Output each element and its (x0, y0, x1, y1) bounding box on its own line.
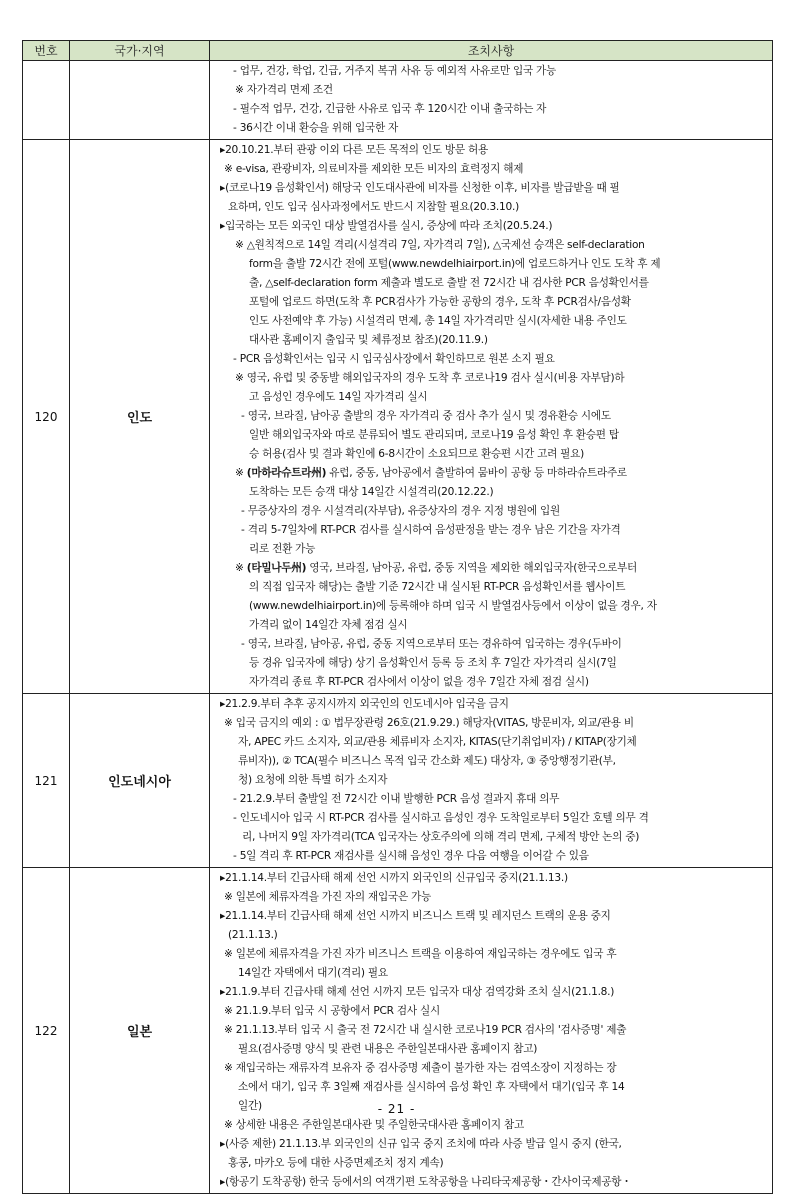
measure-line: - 업무, 건강, 학업, 긴급, 거주지 복귀 사유 등 예외적 사유로만 입국 가능 (233, 65, 557, 77)
row-number: 121 (23, 694, 70, 868)
measure-line: ▸21.1.14.부터 긴급사태 해제 선언 시까지 비즈니스 트랙 및 레지던스 트랙의 운용 중지 (220, 910, 611, 922)
measures-cell (210, 61, 773, 140)
header-country: 국가·지역 (70, 41, 210, 61)
measure-line: ※ 영국, 유럽 및 중동발 해외입국자의 경우 도착 후 코로나19 검사 실시(비용 자부담)하 (235, 372, 625, 384)
measure-line: 자가격리 종료 후 RT-PCR 검사에서 이상이 없을 경우 7일간 자체 점검 실시) (249, 676, 589, 688)
measure-line: - 격리 5-7일차에 RT-PCR 검사를 실시하여 음성판정을 받는 경우 남은 기간을 자가격 (241, 524, 621, 536)
measure-line: (21.1.13.) (228, 929, 278, 941)
measure-text: 영국, 브라질, 남아공, 유럽, 중동 지역을 제외한 해외입국자(한국으로부터 (306, 562, 638, 574)
measure-line: ▸21.1.14.부터 긴급사태 해제 선언 시까지 외국인의 신규입국 중지(21.1.13.) (220, 872, 568, 884)
measure-line: 포털에 업로드 하면(도착 후 PCR검사가 가능한 공항의 경우, 도착 후 PCR검사/음성확 (249, 296, 631, 308)
page-number: - 21 - (377, 1102, 416, 1116)
measure-text: 유럽, 중동, 남아공에서 출발하여 뭄바이 공항 등 마하라슈트라주로 (326, 467, 627, 479)
measure-line: - 영국, 브라질, 남아공 출발의 경우 자가격리 중 검사 추가 실시 및 경유환승 시에도 (241, 410, 611, 422)
header-num: 번호 (23, 41, 70, 61)
measure-line: ※ 자가격리 면제 조건 (235, 84, 333, 96)
measure-line (216, 559, 766, 578)
measure-line: form을 출발 72시간 전에 포털(www.newdelhiairport.in)에 업로드하거나 인도 도착 후 제 (249, 258, 661, 270)
measure-line: 요하며, 인도 입국 심사과정에서도 반드시 지참할 필요(20.3.10.) (228, 201, 520, 213)
country-name: 인도 (70, 140, 210, 694)
row-number: 122 (23, 868, 70, 1194)
measures-cell (210, 140, 773, 694)
measures-table (22, 40, 773, 1194)
measure-line: 일간) (238, 1100, 262, 1112)
measures-cell (210, 868, 773, 1194)
region-label: (마하라슈트라州) (246, 467, 327, 479)
measure-line: 14일간 자택에서 대기(격리) 필요 (238, 967, 388, 979)
table-row (23, 61, 773, 140)
measure-line: ※ 일본에 체류자격을 가진 자의 재입국은 가능 (224, 891, 432, 903)
table-row (23, 140, 773, 694)
measure-line: 일반 해외입국자와 따로 분류되어 별도 관리되며, 코로나19 음성 확인 후 환승편 탑 (249, 429, 619, 441)
country-name: 일본 (70, 868, 210, 1194)
measure-line: - 필수적 업무, 건강, 긴급한 사유로 입국 후 120시간 이내 출국하는 자 (233, 103, 547, 115)
measure-line: ▸21.2.9.부터 추후 공지시까지 외국인의 인도네시아 입국을 금지 (220, 698, 509, 710)
measure-line: 청) 요청에 의한 특별 허가 소지자 (238, 774, 388, 786)
measure-line: ▸21.1.9.부터 긴급사태 해제 선언 시까지 모든 입국자 대상 검역강화 조치 실시(21.1.8.) (220, 986, 615, 998)
measure-line: 고 음성인 경우에도 14일 자가격리 실시 (249, 391, 428, 403)
row-number: 120 (23, 140, 70, 694)
measure-line: 도착하는 모든 승객 대상 14일간 시설격리(20.12.22.) (249, 486, 494, 498)
measure-line: (www.newdelhiairport.in)에 등록해야 하며 입국 시 발열검사등에서 이상이 없을 경우, 자 (249, 600, 657, 612)
header-measures: 조치사항 (210, 41, 773, 61)
measure-line: 의 직접 입국자 해당)는 출발 기준 72시간 내 실시된 RT-PCR 음성확인서를 웹사이트 (249, 581, 626, 593)
country-name (70, 61, 210, 140)
measure-line: 홍콩, 마카오 등에 대한 사증면제조치 정지 계속) (228, 1157, 444, 1169)
measure-line: ※ 재입국하는 재류자격 보유자 중 검사증명 제출이 불가한 자는 검역소장이 지정하는 장 (224, 1062, 617, 1074)
measure-line: ※ 상세한 내용은 주한일본대사관 및 주일한국대사관 홈페이지 참고 (224, 1119, 525, 1131)
measure-line: ▸20.10.21.부터 관광 이외 다른 모든 목적의 인도 방문 허용 (220, 144, 488, 156)
measure-line: ※ 입국 금지의 예외 : ① 법무장관령 26호(21.9.29.) 해당자(VITAS, 방문비자, 외교/관용 비 (224, 717, 634, 729)
table-row (23, 694, 773, 868)
measure-line: 필요(검사증명 양식 및 관련 내용은 주한일본대사관 홈페이지 참고) (238, 1043, 538, 1055)
measure-line: 자, APEC 카드 소지자, 외교/관용 체류비자 소지자, KITAS(단기취업비자) / KITAP(장기체 (238, 736, 637, 748)
table-row (23, 868, 773, 1194)
measure-line (216, 464, 766, 483)
measure-line: ※ 일본에 체류자격을 가진 자가 비즈니스 트랙을 이용하여 재입국하는 경우에도 입국 후 (224, 948, 617, 960)
measures-cell (210, 694, 773, 868)
measure-line: - 무증상자의 경우 시설격리(자부담), 유증상자의 경우 지정 병원에 입원 (241, 505, 560, 517)
measure-line: 등 경유 입국자에 해당) 상기 음성확인서 등록 등 조치 후 7일간 자가격리 실시(7일 (249, 657, 617, 669)
measure-line: 가격리 없이 14일간 자체 점검 실시 (249, 619, 408, 631)
measure-line: 승 허용(검사 및 결과 확인에 6-8시간이 소요되므로 환승편 시간 고려 필요) (249, 448, 585, 460)
measure-line: 리로 전환 가능 (249, 543, 316, 555)
measure-line: ▸입국하는 모든 외국인 대상 발열검사를 실시, 증상에 따라 조치(20.5.24.) (220, 220, 553, 232)
measure-line: - 5일 격리 후 RT-PCR 재검사를 실시해 음성인 경우 다음 여행을 이어갈 수 있음 (233, 850, 589, 862)
measure-line: 리, 나머지 9일 자가격리(TCA 입국자는 상호주의에 의해 격리 면제, 구체적 방안 논의 중) (242, 831, 640, 843)
measure-line: 류비자)), ② TCA(필수 비즈니스 목적 입국 간소화 제도) 대상자, ③ 중앙행정기관(부, (238, 755, 616, 767)
measure-line: ※ △원칙적으로 14일 격리(시설격리 7일, 자가격리 7일), △국제선 승객은 self-declaration (235, 239, 645, 251)
measure-line: - 인도네시아 입국 시 RT-PCR 검사를 실시하고 음성인 경우 도착일로부터 5일간 호텔 의무 격 (233, 812, 649, 824)
measure-line: - 21.2.9.부터 출발일 전 72시간 이내 발행한 PCR 음성 결과지 휴대 의무 (233, 793, 560, 805)
measure-line: ※ 21.1.13.부터 입국 시 출국 전 72시간 내 실시한 코로나19 PCR 검사의 '검사증명' 제출 (224, 1024, 627, 1036)
row-number (23, 61, 70, 140)
measure-line: 소에서 대기, 입국 후 3일째 재검사를 실시하여 음성 확인 후 자택에서 대기(입국 후 14 (238, 1081, 625, 1093)
measure-line: ▸(항공기 도착공항) 한국 등에서의 여객기편 도착공항을 나리타국제공항・간사이국제공항・ (220, 1176, 632, 1188)
measure-line: - 36시간 이내 환승을 위해 입국한 자 (233, 122, 399, 134)
country-name: 인도네시아 (70, 694, 210, 868)
note-marker: ※ (235, 562, 247, 574)
measure-line: - 영국, 브라질, 남아공, 유럽, 중동 지역으로부터 또는 경유하여 입국하는 경우(두바이 (241, 638, 622, 650)
measure-line: ※ e-visa, 관광비자, 의료비자를 제외한 모든 비자의 효력정지 해제 (224, 163, 524, 175)
measure-line: 인도 사전예약 후 가능) 시설격리 면제, 총 14일 자가격리만 실시(자세한 내용 주인도 (249, 315, 627, 327)
region-label: (타밀나두州) (246, 562, 307, 574)
table-header-row (23, 41, 773, 61)
measure-line: ▸(코로나19 음성확인서) 해당국 인도대사관에 비자를 신청한 이후, 비자를 발급받을 때 필 (220, 182, 620, 194)
measure-line: ▸(사증 제한) 21.1.13.부 외국인의 신규 입국 중지 조치에 따라 사증 발급 일시 중지 (한국, (220, 1138, 622, 1150)
measure-line: - PCR 음성확인서는 입국 시 입국심사장에서 확인하므로 원본 소지 필요 (233, 353, 555, 365)
measure-line: 대사관 홈페이지 출입국 및 체류정보 참조)(20.11.9.) (249, 334, 488, 346)
measure-line: 출, △self-declaration form 제출과 별도로 출발 전 72시간 내 검사한 PCR 음성확인서를 (249, 277, 649, 289)
measure-line: ※ 21.1.9.부터 입국 시 공항에서 PCR 검사 실시 (224, 1005, 440, 1017)
note-marker: ※ (235, 467, 247, 479)
